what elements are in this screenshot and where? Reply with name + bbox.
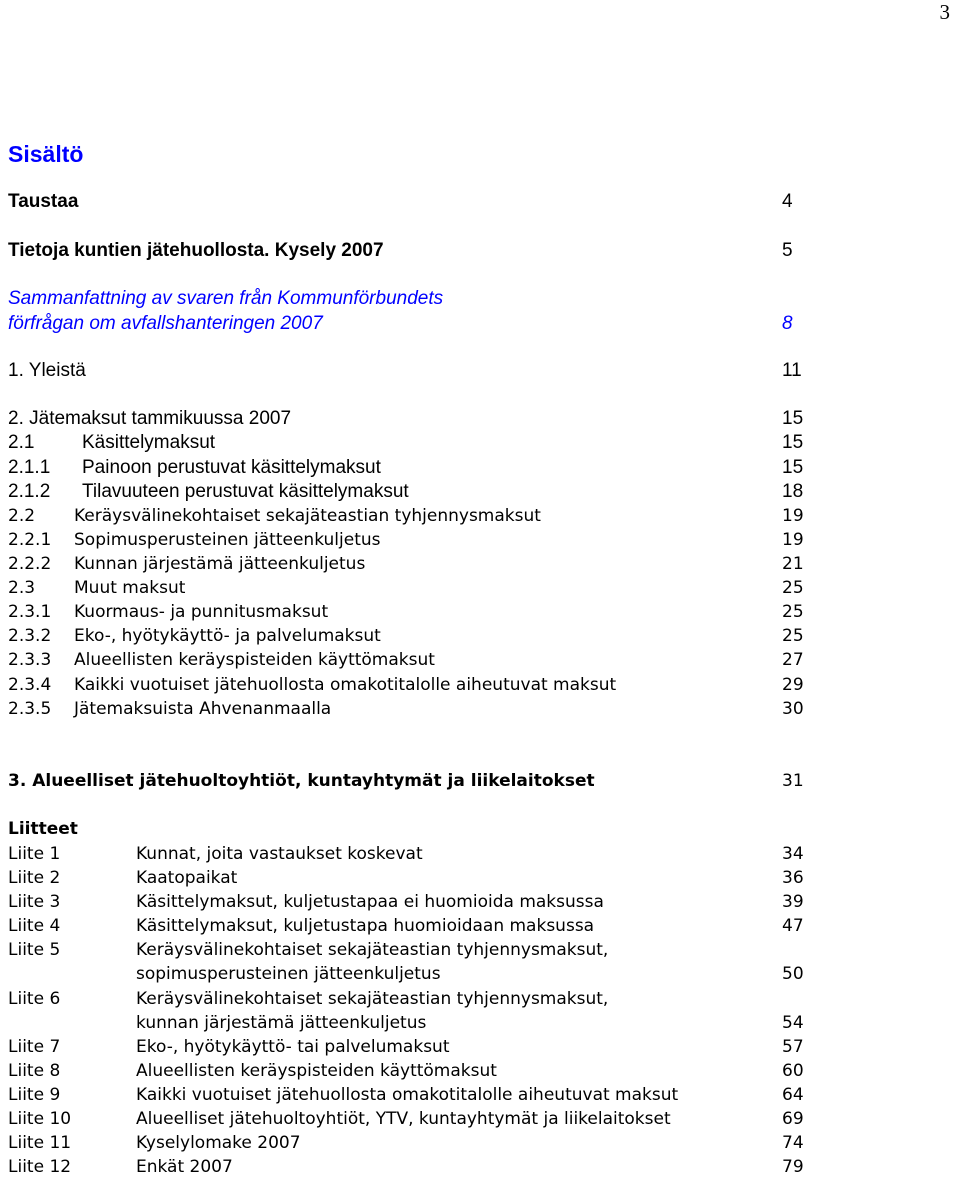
toc-page: 18 [782,481,804,502]
toc-subsection-number: 2.2 [8,506,36,526]
toc-entry-taustaa[interactable]: Taustaa [8,191,79,212]
page-number: 3 [939,0,950,24]
toc-page: 50 [782,964,804,984]
appendix-label: Liite 9 [8,1085,61,1105]
toc-page: 19 [782,506,804,526]
toc-entry-tietoja[interactable]: Tietoja kuntien jätehuollosta. Kysely 2007 [8,240,384,261]
appendix-entry[interactable]: Keräysvälinekohtaiset sekajäteastian tyhjennysmaksut, [136,989,609,1009]
toc-page: 27 [782,650,804,670]
toc-subsection-number: 2.1.2 [8,481,51,502]
toc-page: 60 [782,1061,804,1081]
toc-subsection-entry[interactable]: Painoon perustuvat käsittelymaksut [82,457,381,478]
appendix-entry[interactable]: Kaatopaikat [136,868,238,888]
toc-page: 15 [782,408,804,429]
appendix-entry[interactable]: Kaikki vuotuiset jätehuollosta omakotitalolle aiheutuvat maksut [136,1085,679,1105]
toc-page: 57 [782,1037,804,1057]
appendix-entry-continued[interactable]: sopimusperusteinen jätteenkuljetus [136,964,441,984]
toc-subsection-number: 2.2.2 [8,554,52,574]
toc-page: 39 [782,892,804,912]
toc-subsection-number: 2.1.1 [8,457,51,478]
toc-subsection-number: 2.3 [8,578,36,598]
toc-subsection-entry[interactable]: Jätemaksuista Ahvenanmaalla [74,699,332,719]
toc-entry-sammanfattning-line1[interactable]: Sammanfattning av svaren från Kommunförbundets [8,288,444,309]
toc-page: 8 [782,313,793,334]
toc-subsection-number: 2.3.3 [8,650,52,670]
appendix-label: Liite 1 [8,844,61,864]
appendix-label: Liite 12 [8,1157,72,1177]
toc-subsection-entry[interactable]: Käsittelymaksut [82,432,216,453]
toc-page: 15 [782,432,804,453]
appendix-entry[interactable]: Enkät 2007 [136,1157,233,1177]
toc-subsection-entry[interactable]: Kuormaus- ja punnitusmaksut [74,602,329,622]
appendix-label: Liite 2 [8,868,61,888]
toc-title: Sisältö [8,141,84,167]
toc-page: 5 [782,240,793,261]
appendix-entry-continued[interactable]: kunnan järjestämä jätteenkuljetus [136,1013,427,1033]
toc-page: 30 [782,699,804,719]
toc-subsection-number: 2.3.4 [8,675,52,695]
appendix-entry[interactable]: Kyselylomake 2007 [136,1133,301,1153]
toc-page: 25 [782,626,804,646]
toc-subsection-entry[interactable]: Kunnan järjestämä jätteenkuljetus [74,554,366,574]
toc-page: 31 [782,771,804,791]
toc-subsection-entry[interactable]: Kaikki vuotuiset jätehuollosta omakotitalolle aiheutuvat maksut [74,675,617,695]
appendix-label: Liite 5 [8,940,61,960]
appendix-entry[interactable]: Käsittelymaksut, kuljetustapa huomioidaan maksussa [136,916,595,936]
appendix-entry[interactable]: Alueellisten keräyspisteiden käyttömaksut [136,1061,497,1081]
toc-subsection-number: 2.3.5 [8,699,52,719]
toc-subsection-number: 2.3.2 [8,626,52,646]
toc-page: 29 [782,675,804,695]
toc-page: 36 [782,868,804,888]
toc-page: 54 [782,1013,804,1033]
toc-subsection-entry[interactable]: Muut maksut [74,578,186,598]
toc-page: 74 [782,1133,804,1153]
appendix-entry[interactable]: Eko-, hyötykäyttö- tai palvelumaksut [136,1037,450,1057]
toc-subsection-entry[interactable]: Tilavuuteen perustuvat käsittelymaksut [82,481,409,502]
appendix-label: Liite 6 [8,989,61,1009]
toc-subsection-entry[interactable]: Alueellisten keräyspisteiden käyttömaksut [74,650,435,670]
toc-subsection-number: 2.3.1 [8,602,52,622]
toc-subsection-entry[interactable]: Sopimusperusteinen jätteenkuljetus [74,530,381,550]
toc-page: 64 [782,1085,804,1105]
appendix-label: Liite 7 [8,1037,61,1057]
appendix-label: Liite 4 [8,916,61,936]
appendix-entry[interactable]: Kunnat, joita vastaukset koskevat [136,844,423,864]
appendix-entry[interactable]: Keräysvälinekohtaiset sekajäteastian tyhjennysmaksut, [136,940,609,960]
appendix-entry[interactable]: Alueelliset jätehuoltoyhtiöt, YTV, kuntayhtymät ja liikelaitokset [136,1109,671,1129]
appendix-label: Liite 10 [8,1109,72,1129]
toc-page: 79 [782,1157,804,1177]
toc-page: 25 [782,602,804,622]
toc-page: 15 [782,457,804,478]
appendix-label: Liite 8 [8,1061,61,1081]
appendix-label: Liite 3 [8,892,61,912]
toc-page: 34 [782,844,804,864]
toc-entry-section-3[interactable]: 3. Alueelliset jätehuoltoyhtiöt, kuntayhtymät ja liikelaitokset [8,771,595,791]
appendix-label: Liite 11 [8,1133,72,1153]
toc-entry-sammanfattning-line2[interactable]: förfrågan om avfallshanteringen 2007 [8,313,323,334]
appendix-heading: Liitteet [8,819,78,839]
toc-page: 11 [782,360,802,381]
toc-page: 4 [782,191,793,212]
toc-page: 19 [782,530,804,550]
toc-page: 25 [782,578,804,598]
toc-page: 21 [782,554,804,574]
toc-page: 47 [782,916,804,936]
appendix-entry[interactable]: Käsittelymaksut, kuljetustapaa ei huomioida maksussa [136,892,604,912]
toc-page: 69 [782,1109,804,1129]
toc-subsection-number: 2.2.1 [8,530,52,550]
toc-entry-section-2[interactable]: 2. Jätemaksut tammikuussa 2007 [8,408,292,429]
toc-subsection-entry[interactable]: Keräysvälinekohtaiset sekajäteastian tyhjennysmaksut [74,506,541,526]
toc-entry-section-1[interactable]: 1. Yleistä [8,360,86,381]
toc-subsection-entry[interactable]: Eko-, hyötykäyttö- ja palvelumaksut [74,626,381,646]
toc-subsection-number: 2.1 [8,432,35,453]
